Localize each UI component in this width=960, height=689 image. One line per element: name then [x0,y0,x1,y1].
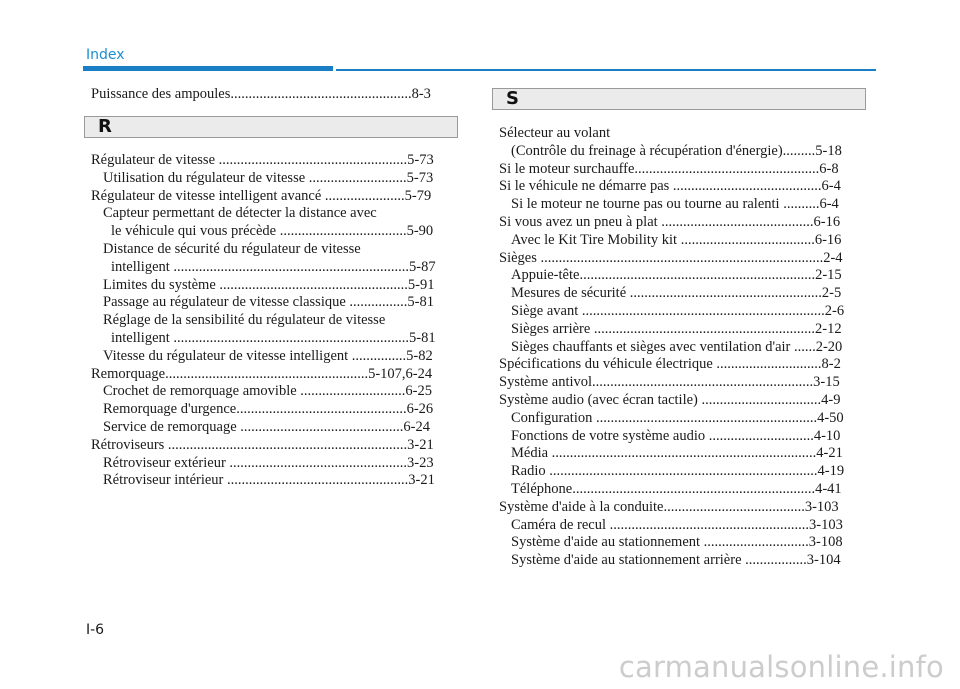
index-entry: Si le moteur surchauffe...................................................6-8 [499,160,839,177]
index-entry: Système d'aide à la conduite.......................................3-103 [499,498,839,515]
index-entry: Rétroviseurs ..................................................................3-21 [91,436,434,453]
index-entry: Sièges ..............................................................................2-4 [499,249,843,266]
index-entry: Réglage de la sensibilité du régulateur de vitesse [103,312,386,329]
index-entry: Puissance des ampoules..................................................8-3 [91,86,431,102]
index-entry: Utilisation du régulateur de vitesse ...........................5-73 [103,169,434,186]
index-entry: (Contrôle du freinage à récupération d'énergie).........5-18 [511,142,842,159]
index-entry: Siège avant ...................................................................2-6 [511,302,845,319]
index-entry: intelligent .................................................................5-87 [111,258,436,275]
index-entry: Distance de sécurité du régulateur de vitesse [103,240,361,257]
index-entry: Vitesse du régulateur de vitesse intelligent ...............5-82 [103,347,433,364]
index-entry: Service de remorquage .............................................6-24 [103,418,430,435]
index-entry: Sélecteur au volant [499,125,611,141]
index-entry: Spécifications du véhicule électrique .............................8-2 [499,356,841,373]
page-header-title: Index [86,47,125,63]
index-entry: Mesures de sécurité .....................................................2-5 [511,285,842,302]
index-entry: Système audio (avec écran tactile) .................................4-9 [499,391,841,408]
index-entry: Sièges arrière .............................................................2-12 [511,320,842,337]
section-letter-s: S [506,88,519,109]
index-entry: Régulateur de vitesse ....................................................5-73 [91,152,434,168]
header-rule-thin [336,69,876,71]
index-entry: Fonctions de votre système audio .............................4-10 [511,427,841,444]
index-entry: Avec le Kit Tire Mobility kit .....................................6-16 [511,231,842,248]
index-entry: Média .........................................................................4-21 [511,445,843,462]
index-entry: Système d'aide au stationnement .............................3-108 [511,534,843,551]
index-entry: Si le véhicule ne démarre pas .........................................6-4 [499,178,841,195]
index-entry: Si vous avez un pneu à plat ..........................................6-16 [499,213,841,230]
index-entry: Passage au régulateur de vitesse classique ................5-81 [103,294,434,311]
index-entry: Système d'aide au stationnement arrière .................3-104 [511,552,841,569]
index-entry: Appuie-tête.................................................................2-15 [511,267,842,284]
index-entry: Rétroviseur extérieur .................................................3-23 [103,454,434,471]
left-index-column [91,152,436,490]
index-entry: Rétroviseur intérieur ..................................................3-21 [103,472,435,489]
index-entry: Téléphone...................................................................4-41 [511,480,842,497]
index-entry: Régulateur de vitesse intelligent avancé ......................5-79 [91,187,432,204]
section-header-s [492,88,866,110]
index-entry: Configuration .............................................................4-50 [511,409,844,426]
index-entry: intelligent .................................................................5-81 [111,329,436,346]
left-top-entries [91,86,431,104]
index-entry: Système antivol.............................................................3-15 [499,374,840,391]
right-index-column [499,125,844,570]
index-entry: Remorquage........................................................5-107,6-24 [91,365,433,382]
section-letter-r: R [98,116,112,137]
index-entry: Si le moteur ne tourne pas ou tourne au ralenti ..........6-4 [511,196,839,213]
index-entry: Capteur permettant de détecter la distance avec [103,205,377,222]
index-entry: Remorquage d'urgence...............................................6-26 [103,401,434,418]
index-entry: Radio ..........................................................................4-19 [511,463,845,480]
index-entry: le véhicule qui vous précède ...................................5-90 [111,223,434,240]
header-rule-thick [83,66,333,71]
index-entry: Sièges chauffants et sièges avec ventilation d'air ......2-20 [511,338,843,355]
index-entry: Caméra de recul .......................................................3-103 [511,516,843,533]
page-number: I-6 [86,622,105,638]
index-entry: Limites du système ....................................................5-91 [103,276,435,293]
index-entry: Crochet de remorquage amovible .............................6-25 [103,383,432,400]
section-header-r [84,116,458,138]
watermark: carmanualsonline.info [618,650,944,684]
